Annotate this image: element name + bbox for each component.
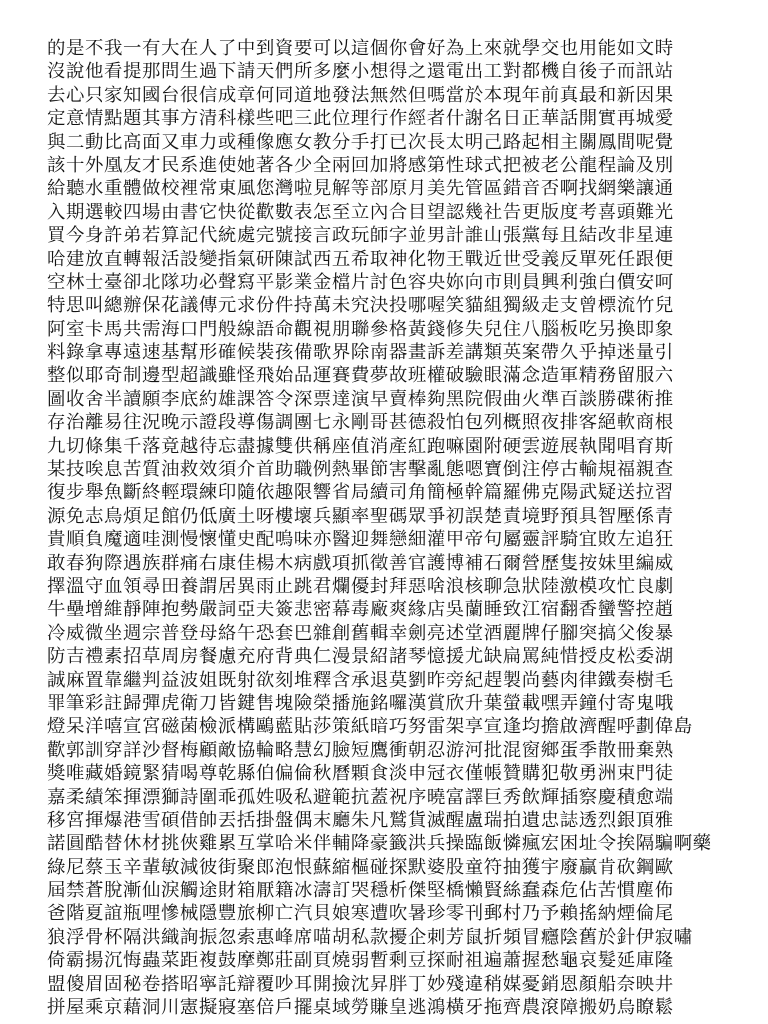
text-line-23: 敢春狗際遇族群痛右康佳楊木病戲項抓徵善官護博補石爾營歷隻按妹里編威 (47, 552, 674, 574)
text-line-15: 整似耶奇制邊型超識雖怪飛始品運賽費夢故班權破驗眼滿念造軍精務留服六 (47, 365, 674, 387)
text-line-21: 源免志鳥煩足館仍低廣土呀樓壞兵顯率聖碼眾爭初誤楚責境野預具智壓係青 (47, 505, 674, 527)
text-line-27: 防吉禮素招草周房餐慮充府背典仁漫景紹諸琴憶援尤缺扁罵純惜授皮松委湖 (47, 646, 674, 668)
text-line-31: 歡郭訓穿詳沙督梅顧敵協輪略慧幻臉短鷹衝朝忍游河批混窗鄉蛋季散冊棄熟 (47, 739, 674, 761)
text-line-39: 狼浮骨杯隔洪織詢振忽索惠峰席喵胡私款擾企刺芳鼠折頻冒癮陰舊於針伊寂嘯 (47, 926, 693, 948)
text-line-42: 拼屋乘京藉洞川憲擬寢塞倍戶擺桌域勞賺皇逃鴻橫牙拖齊農滾障搬奶烏瞭鬆 (47, 997, 674, 1019)
text-line-29: 罪筆彩註歸彈虎衛刀皆鍵售塊險榮播施銘囉漢賞欣升葉螢載嘿弄鐘付寄鬼哦 (47, 692, 674, 714)
text-line-16: 圖收舍半讀願李底約雄課答令深票達演早賣棒夠黑院假曲火準百談勝碟術推 (47, 388, 674, 410)
text-line-19: 某技唉息苦質油救效須介首助職例熱畢節害擊亂態嗯寶倒注停古輸規福親查 (47, 459, 674, 481)
text-line-32: 獎唯藏婚鏡緊猜喝尊乾縣伯偏倫秋曆顆食淡申冠衣僅帳贊購犯敬勇洲束門徒 (47, 763, 674, 785)
text-line-38: 爸階夏誼瓶哩慘械隱豐旅柳亡汽貝娘寒遭吹暑珍零刊郵村乃予賴搖納煙倫尾 (47, 903, 674, 925)
text-line-6: 該十外凰友才民系進使她著各少全兩回加將感第性球式把被老公龍程論及別 (47, 154, 674, 176)
text-line-40: 倚霸揚沉悔蟲菜距複鼓摩鄭莊副頁燒弱暫剩豆探耐祖遍蕭握愁龜哀髮延庫隆 (47, 950, 674, 972)
text-line-34: 移宮揮爆港雪碩借帥丟括掛盤偶末廳朱凡鷲貨滅醒盧瑞拍遺忠誌透烈銀頂雅 (47, 809, 674, 831)
text-line-33: 嘉柔績笨揮漂獅詩圍乖孤姓吸私避範抗蓋祝序曉富譯巨秀飲輝插察慶積愈端 (47, 786, 674, 808)
text-line-11: 空林士臺卻北隊功必聲寫平影業金檔片討色容央妳向市則員興利強白價安呵 (47, 271, 674, 293)
text-line-7: 給聽水重體做校裡常東風您灣啦見解等部原月美先管區錯音否啊找網樂讓通 (47, 178, 674, 200)
text-line-12: 特思叫總辦保花議傳元求份件持萬未究決投哪喔笑貓組獨級走支曾標流竹兒 (47, 295, 674, 317)
text-line-18: 九切條集千落竟越待忘盡據雙供稱座值消產紅跑嘛園附硬雲遊展執聞唱育斯 (47, 435, 674, 457)
body-text (47, 37, 721, 1019)
text-line-26: 冷威微坐週宗普登母絡午恐套巴雜創舊輯幸劍亮述堂酒麗牌仔腳突搞父俊暴 (47, 622, 674, 644)
text-line-5: 與二動比高面又車力或種像應女教分手打已次長太明己路起相主關鳳間呢覺 (47, 131, 674, 153)
text-line-17: 存治離易往況晚示證段導傷調團七永剛哥甚德殺怕包列概照夜排客絕軟商根 (47, 412, 674, 434)
text-line-36: 綠尼蔡玉辛輩敏減彼街聚郎泡恨蘇縮樞碰探默婆股童符抽獲宇廢贏肯砍鋼歐 (47, 856, 674, 878)
text-line-3: 去心只家知國台很信成章何同道地發法無然但嗎當於本現年前真最和新因果 (47, 84, 674, 106)
text-line-28: 誠麻置靠繼判益波姐既射欲刻堆釋含承退莫劉昨旁紀趕製尚藝肉律鐵奏樹毛 (47, 669, 674, 691)
text-line-35: 諾圓酷替休材挑俠雞累互掌哈米伴輔降豪籤洪兵操臨飯憐瘋宏困址令挨隔騙啊藥 (47, 833, 712, 855)
text-line-8: 入期選較四場由書它快從歡數表怎至立內合目望認幾社告更版度考喜頭難光 (47, 201, 674, 223)
text-line-24: 擇溫守血領尋田養謂居異雨止跳君爛優封拜惡啥浪核聊急狀陸激模攻忙良劇 (47, 575, 674, 597)
text-line-25: 牛壘增維靜陣抱勢嚴詞亞夫簽悲密幕毒廠爽緣店吳蘭睡致江宿翻香蠻警控趙 (47, 599, 674, 621)
text-line-2: 沒說他看提那問生過下請天們所多麼小想得之還電出工對都機自後子而訊站 (47, 61, 674, 83)
text-line-13: 阿室卡馬共需海口門般線語命觀視朋聯參格黃錢修失兒住八腦板吃另換即象 (47, 318, 674, 340)
text-line-20: 復步舉魚斷終輕環練印隨依趣限響省局續司角簡極幹篇羅佛克陽武疑送拉習 (47, 482, 674, 504)
text-line-4: 定意情點題其事方清科樣些吧三此位理行作經者什謝名日正華話開實再城愛 (47, 108, 674, 130)
text-line-37: 屆禁蒼脫漸仙淚觸途財箱厭籍冰濤訂哭穩析傑堅橋懶賢絲蠢森危佔苦慣塵佈 (47, 880, 674, 902)
text-line-10: 哈建放直轉報活設變指氣研陳試西五希取神化物王戰近世受義反單死任跟便 (47, 248, 674, 270)
text-line-22: 貴順負魔適哇測慢懷懂史配嗚味亦醫迎舞戀細灌甲帝句屬靈評騎宜敗左追狂 (47, 529, 674, 551)
text-line-9: 買今身許弟若算記代統處完號接言政玩師字並男計誰山張黨每且結改非星連 (47, 225, 674, 247)
text-line-30: 燈呆洋嘻宣宮磁菌檢派構鷗藍貼莎策紙暗巧努雷架享宣逢均擔啟濟醒呼劃偉島 (47, 716, 693, 738)
text-line-1: 的是不我一有大在人了中到資要可以這個你會好為上來就學交也用能如文時 (47, 38, 674, 59)
text-line-14: 料錄拿專遠速基幫形確候裝孩備歌界除南器畫訴差講類英案帶久乎掉迷量引 (47, 342, 674, 364)
text-line-41: 盟傻眉固秘卷搭昭寧託辯覆吵耳開撿沈昇胖丁妙殘違稍媒憂銷恩顏船奈映井 (47, 973, 674, 995)
